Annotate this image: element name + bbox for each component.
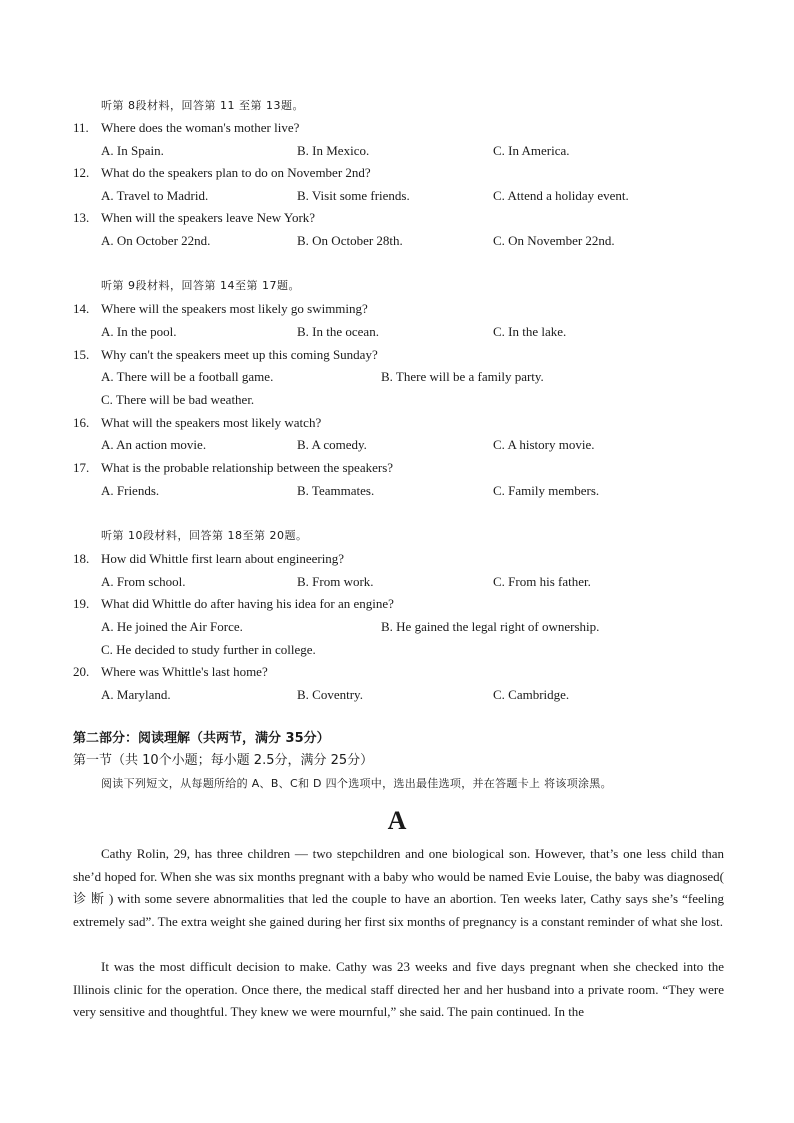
question-text: Where does the woman's mother live?: [101, 120, 300, 135]
option-b: B. From work.: [297, 574, 374, 589]
option-c: C. He decided to study further in college.: [101, 642, 316, 657]
question-number: 15.: [73, 347, 90, 362]
option-b: B. There will be a family party.: [381, 369, 544, 384]
question-number: 17.: [73, 460, 90, 475]
option-a: A. In Spain.: [101, 143, 164, 158]
option-a: A. Maryland.: [101, 687, 171, 702]
option-b: B. Teammates.: [297, 483, 375, 498]
question-number: 13.: [73, 210, 90, 225]
question-number: 20.: [73, 664, 90, 679]
option-c: C. Attend a holiday event.: [493, 188, 629, 203]
option-a: A. Travel to Madrid.: [101, 188, 209, 203]
question-number: 14.: [73, 301, 90, 316]
paragraph-2: It was the most difficult decision to make. Cathy was 23 weeks and five days pregnant when she checked into the Illinois clinic for the operation. Once there, the medical staff directed her and her husband into a private room. “They were very sensitive and thoughtful. They knew we were mournful,” she said. The pain continued. In the: [73, 959, 724, 1020]
option-a: A. Friends.: [101, 483, 160, 498]
option-b: B. Visit some friends.: [297, 188, 410, 203]
option-a: A. From school.: [101, 574, 186, 589]
question-number: 18.: [73, 551, 90, 566]
paragraph-1: Cathy Rolin, 29, has three children — two stepchildren and one biological son. However, that’s one less child than she’d hoped for. When she was six months pregnant with a baby who would be named Evie Louise, the baby was diagnosed( 诊 断 ) with some severe abnormalities that led the couple to have an abortion. Ten weeks later, Cathy says she’s “feeling extremely sad”. The extra weight she gained during her first six months of pregnancy is a constant reminder of what she lost.: [73, 846, 724, 930]
question-number: 16.: [73, 415, 90, 430]
option-a: A. In the pool.: [101, 324, 177, 339]
question-text: When will the speakers leave New York?: [101, 210, 316, 225]
question-text: What will the speakers most likely watch?: [101, 415, 322, 430]
listening-header-10: 听第 10段材料，回答第 18至第 20题。: [101, 529, 308, 542]
question-text: What is the probable relationship between the speakers?: [101, 460, 394, 475]
section-title: 第一节（共 10个小题；每小题 2.5分，满分 25分）: [73, 753, 374, 768]
option-c: C. Family members.: [493, 483, 600, 498]
part-title: 第二部分：阅读理解（共两节，满分 35分）: [73, 731, 330, 746]
listening-header-8: 听第 8段材料，回答第 11 至第 13题。: [101, 99, 304, 112]
instructions: 阅读下列短文，从每题所给的 A、B、C和 D 四个选项中，选出最佳选项，并在答题卡上 将该项涂黑。: [101, 777, 612, 790]
option-a: A. An action movie.: [101, 437, 207, 452]
listening-header-9: 听第 9段材料，回答第 14至第 17题。: [101, 279, 300, 292]
option-c: C. From his father.: [493, 574, 591, 589]
question-number: 11.: [73, 120, 89, 135]
option-b: B. In the ocean.: [297, 324, 379, 339]
option-c: C. A history movie.: [493, 437, 595, 452]
option-c: C. On November 22nd.: [493, 233, 615, 248]
question-text: How did Whittle first learn about engineering?: [101, 551, 345, 566]
question-text: What do the speakers plan to do on November 2nd?: [101, 165, 371, 180]
option-c: C. There will be bad weather.: [101, 392, 255, 407]
passage-letter: A: [387, 806, 407, 835]
option-b: B. On October 28th.: [297, 233, 403, 248]
question-text: Where was Whittle's last home?: [101, 664, 268, 679]
option-b: B. He gained the legal right of ownership.: [381, 619, 600, 634]
question-text: Where will the speakers most likely go swimming?: [101, 301, 368, 316]
option-b: B. Coventry.: [297, 687, 363, 702]
option-c: C. Cambridge.: [493, 687, 570, 702]
option-c: C. In America.: [493, 143, 570, 158]
option-a: A. He joined the Air Force.: [101, 619, 243, 634]
option-a: A. There will be a football game.: [101, 369, 274, 384]
question-text: Why can't the speakers meet up this coming Sunday?: [101, 347, 378, 362]
option-a: A. On October 22nd.: [101, 233, 211, 248]
option-b: B. In Mexico.: [297, 143, 370, 158]
question-number: 12.: [73, 165, 90, 180]
option-c: C. In the lake.: [493, 324, 567, 339]
option-b: B. A comedy.: [297, 437, 367, 452]
question-number: 19.: [73, 596, 90, 611]
question-text: What did Whittle do after having his idea for an engine?: [101, 596, 394, 611]
